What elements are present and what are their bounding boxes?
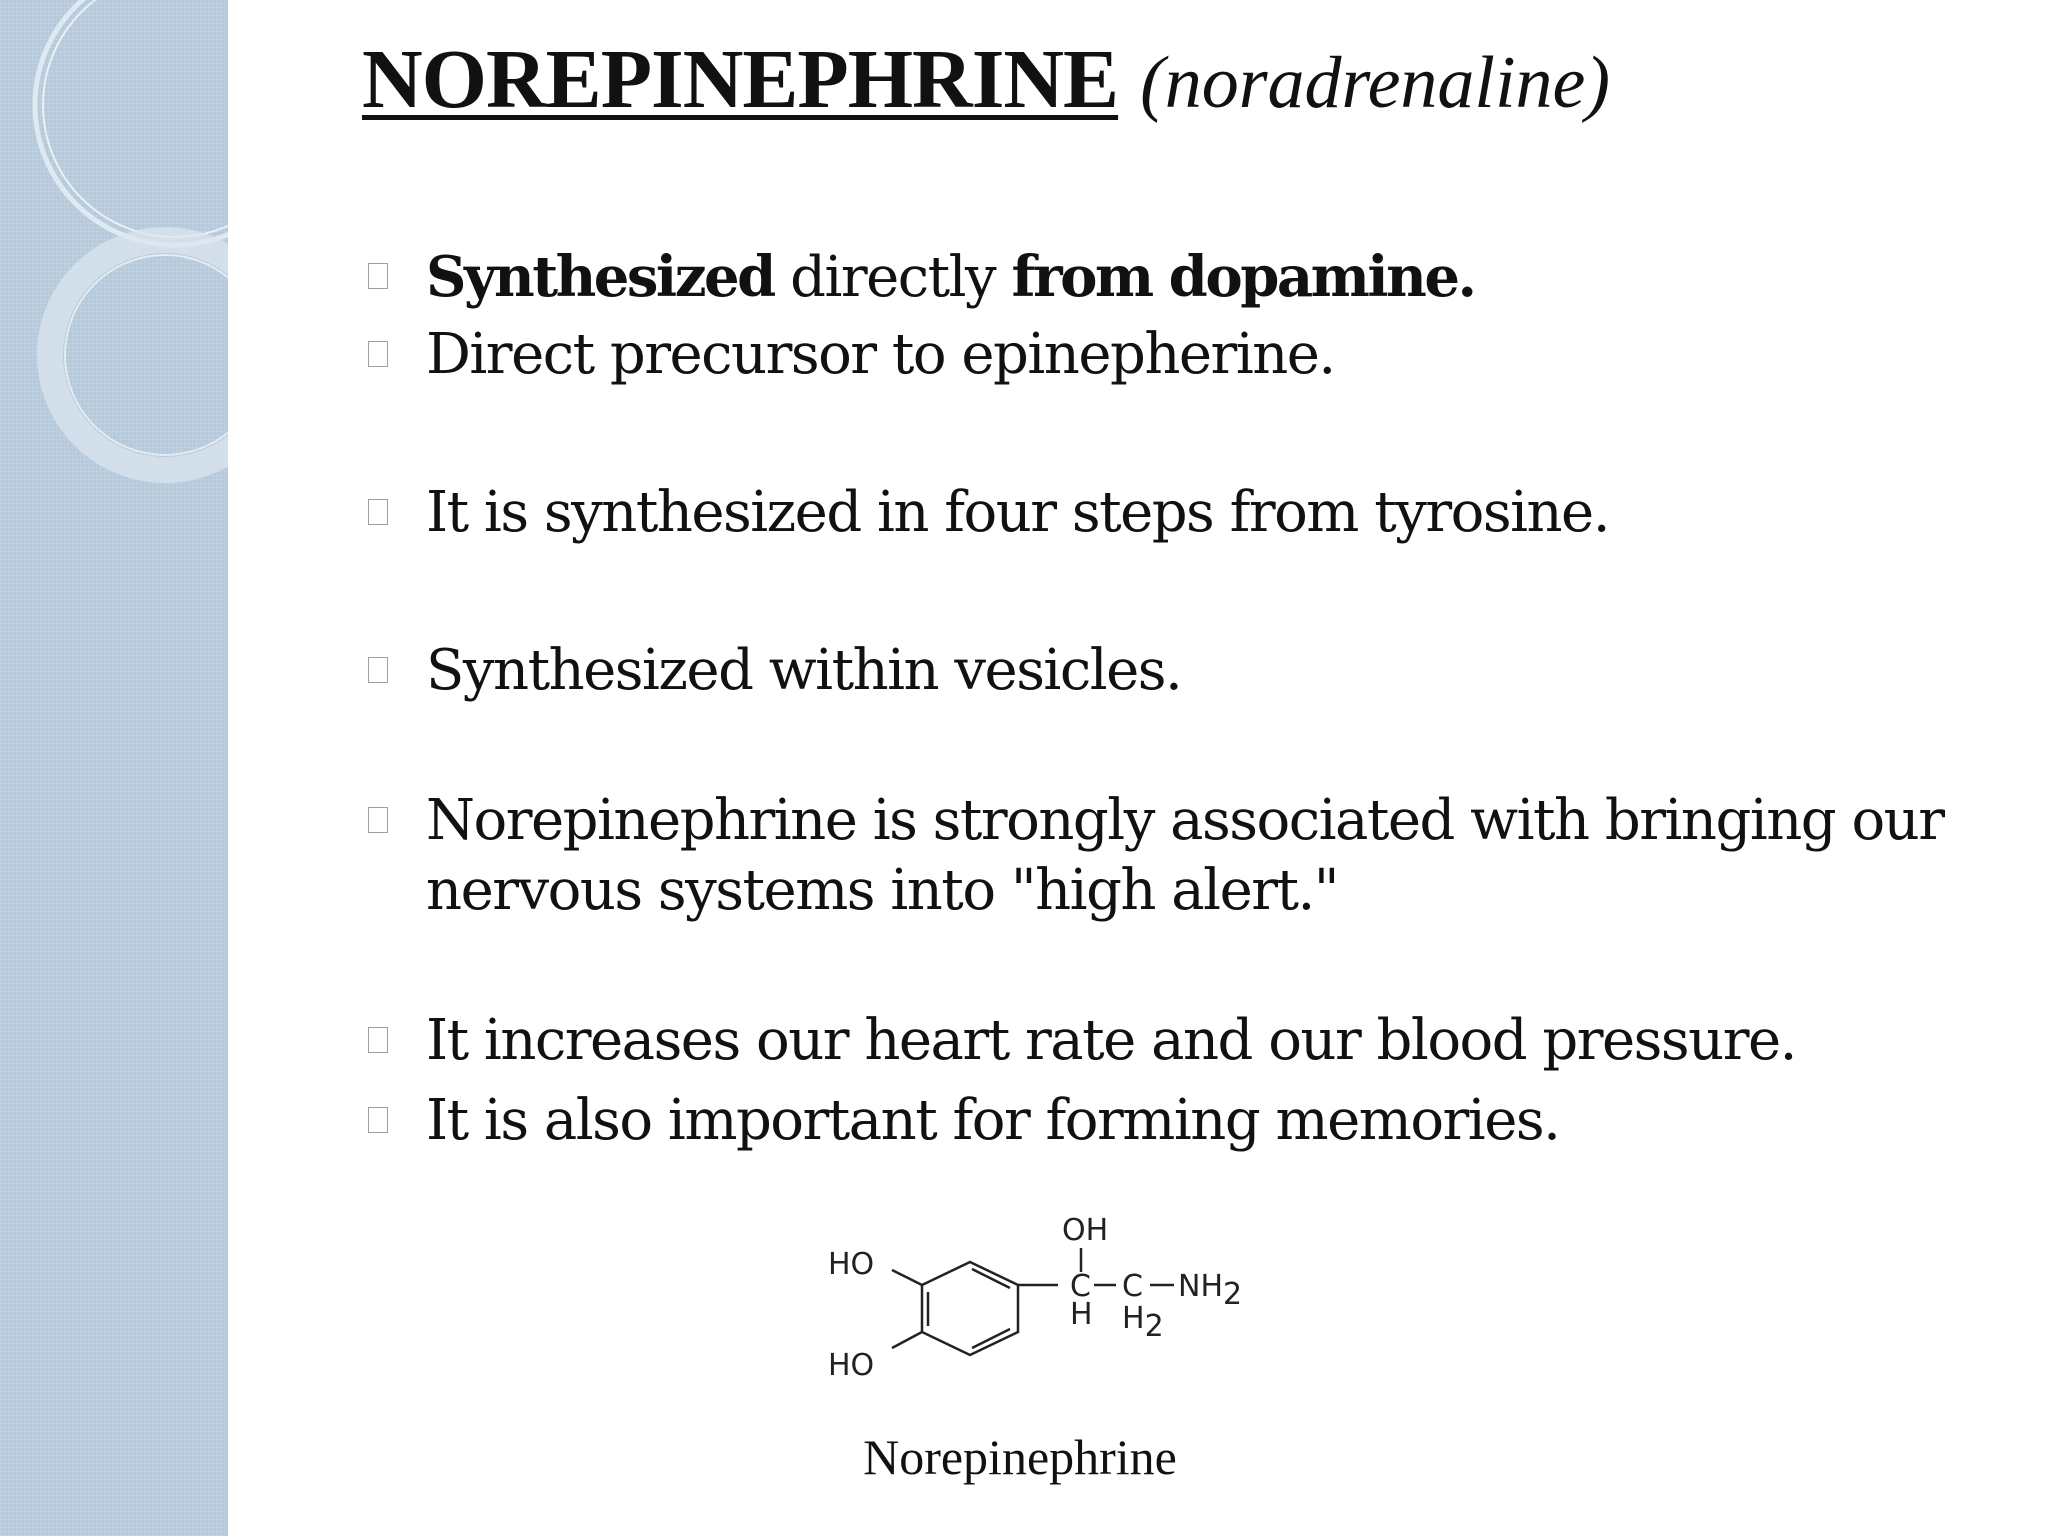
bullet-item-1 (362, 242, 2022, 313)
ring-large (35, 0, 228, 245)
title-main: NOREPINEPHRINE (362, 33, 1119, 126)
bullet-marker-icon (368, 657, 388, 683)
bullet-marker-icon (368, 499, 388, 525)
ring-medium (50, 240, 228, 470)
ho-bottom-label: HO (828, 1348, 875, 1383)
bullet-text: It increases our heart rate and our blood pressure. (426, 1008, 1796, 1073)
nh2-subscript: 2 (1223, 1277, 1243, 1312)
bullet-bold-end: from dopamine. (1011, 244, 1475, 310)
decorative-rings (0, 0, 228, 1536)
bullet-marker-icon (368, 1027, 388, 1053)
bullet-item-2 (362, 320, 2022, 390)
h2-label (1122, 1301, 1164, 1344)
page-title (362, 33, 1611, 126)
structure-caption: Norepinephrine (863, 1429, 1177, 1485)
bullet-marker-icon (368, 1107, 388, 1133)
nh2-letters: NH (1178, 1269, 1223, 1304)
h2-letter: H (1122, 1301, 1145, 1336)
ho-top-label: HO (828, 1247, 875, 1282)
bullet-item-5 (362, 786, 2022, 926)
title-subtitle: (noradrenaline) (1140, 42, 1611, 124)
bullet-bold-start: Synthesized (426, 244, 774, 310)
bullet-marker-icon (368, 807, 388, 833)
bullet-item-3 (362, 478, 2022, 548)
bullet-text: It is synthesized in four steps from tyrosine. (426, 480, 1609, 545)
bullet-item-6 (362, 1006, 2022, 1076)
norepinephrine-structure-diagram (800, 1200, 1260, 1400)
h2-subscript: 2 (1144, 1309, 1164, 1344)
bullet-middle: directly (773, 245, 1012, 310)
bullet-marker-icon (368, 341, 388, 367)
nh2-label (1178, 1269, 1242, 1312)
bullet-text: Direct precursor to epinepherine. (426, 322, 1335, 387)
bullet-text: Norepinephrine is strongly associated with bringing our nervous systems into "high alert." (426, 788, 1944, 923)
carbon-2-label: C (1122, 1269, 1143, 1304)
benzene-ring (922, 1262, 1018, 1355)
hydrogen-label: H (1070, 1297, 1093, 1332)
bullet-item-4 (362, 636, 2022, 706)
carbon-1-label: C (1070, 1269, 1091, 1304)
bullet-text: Synthesized within vesicles. (426, 638, 1182, 703)
decorative-side-panel (0, 0, 228, 1536)
bullet-text: It is also important for forming memories. (426, 1088, 1560, 1153)
oh-label: OH (1062, 1213, 1109, 1248)
bullet-item-7 (362, 1086, 2022, 1156)
bullet-marker-icon (368, 263, 388, 289)
